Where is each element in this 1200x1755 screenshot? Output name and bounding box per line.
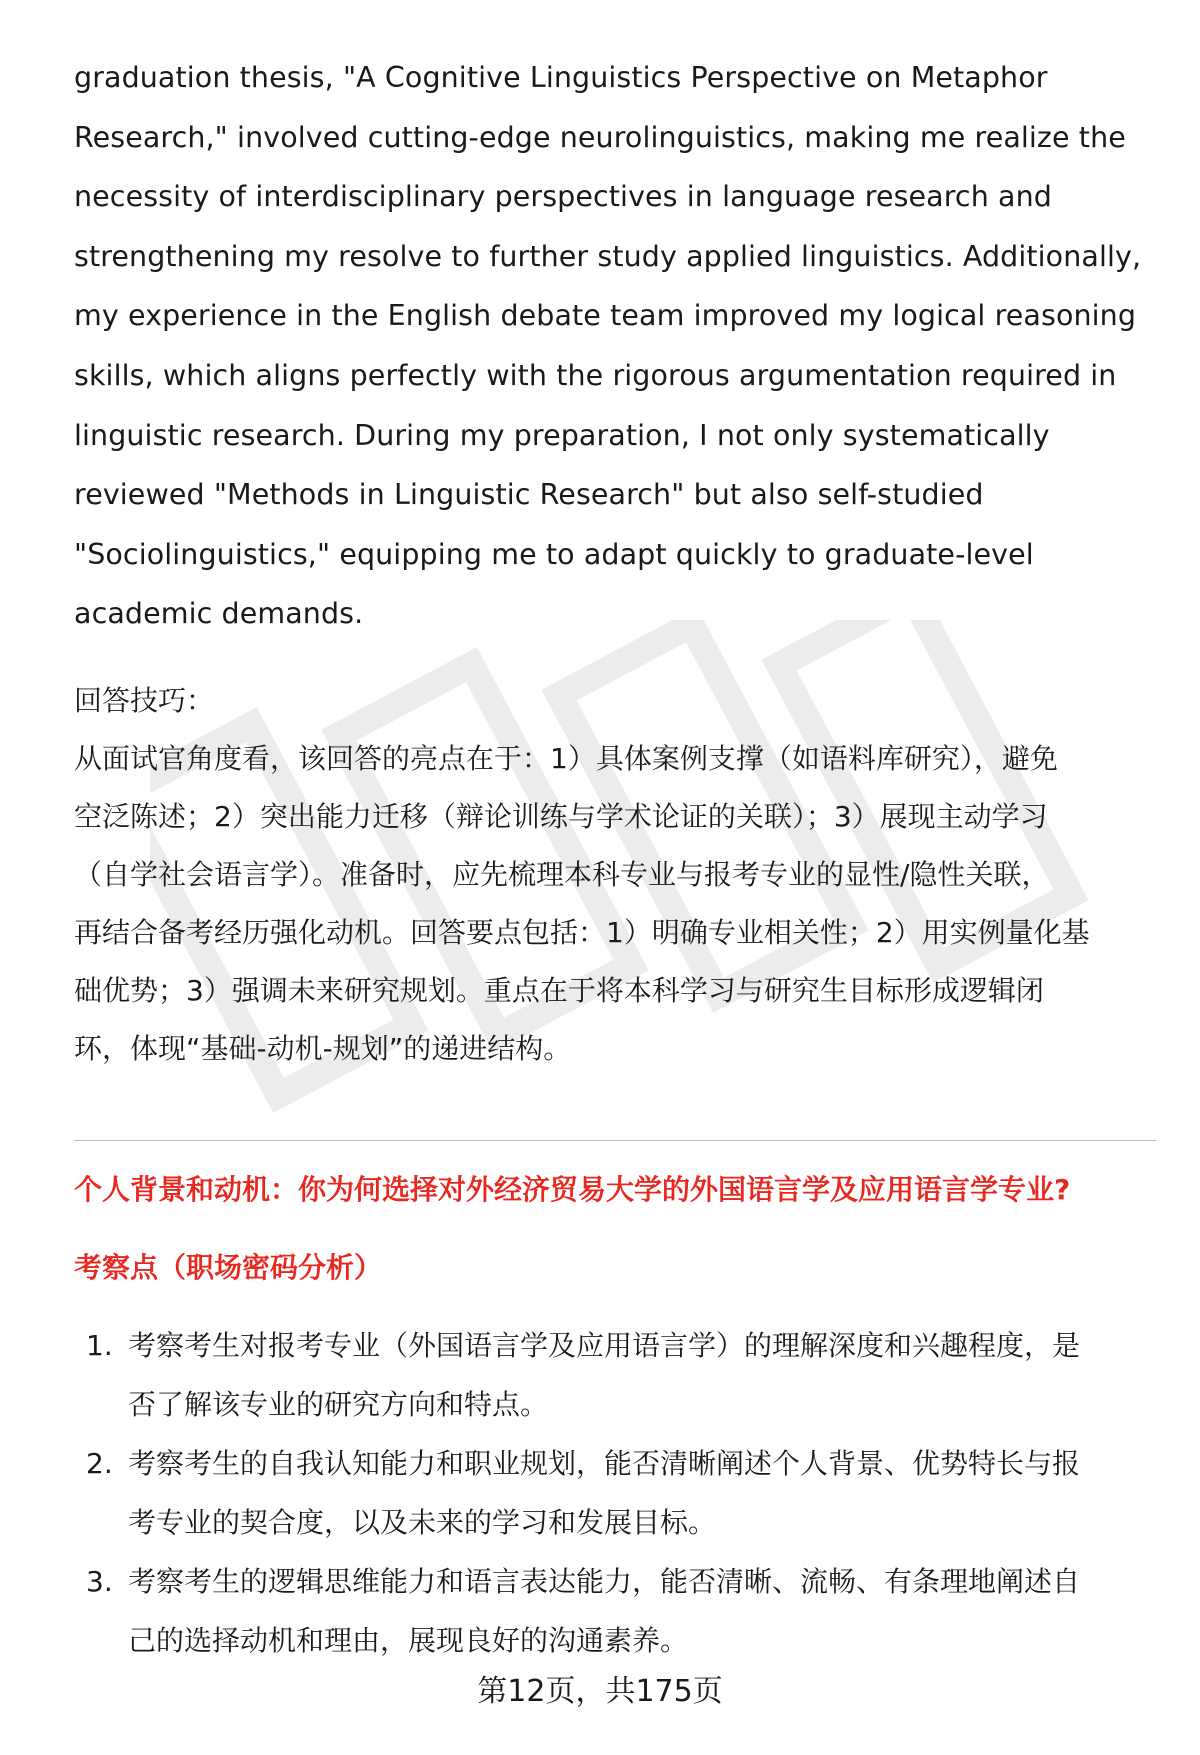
- tips-line: （自学社会语言学）。准备时，应先梳理本科专业与报考专业的显性/隐性关联，: [74, 857, 1050, 891]
- list-item-line: 考察考生对报考专业（外国语言学及应用语言学）的理解深度和兴趣程度，是: [128, 1329, 1081, 1362]
- paragraph-line: reviewed "Methods in Linguistic Research" but also self-studied: [74, 478, 984, 512]
- list-item-line: 考专业的契合度，以及未来的学习和发展目标。: [128, 1506, 717, 1539]
- list-item-line: 考察考生的逻辑思维能力和语言表达能力，能否清晰、流畅、有条理地阐述自: [128, 1565, 1081, 1598]
- tips-line: 空泛陈述；2）突出能力迁移（辩论训练与学术论证的关联）；3）展现主动学习: [74, 799, 1048, 833]
- question-title: 个人背景和动机：你为何选择对外经济贸易大学的外国语言学及应用语言学专业?: [74, 1173, 1071, 1206]
- answer-english-paragraph: [74, 48, 1154, 644]
- paragraph-line: linguistic research. During my preparation, I not only systematically: [74, 418, 1050, 452]
- assessment-subheading: 考察点（职场密码分析）: [74, 1251, 383, 1284]
- list-item-number: 3.: [86, 1565, 113, 1598]
- paragraph-line: strengthening my resolve to further study applied linguistics. Additionally,: [74, 239, 1142, 273]
- answer-tips-section: [74, 672, 1154, 1078]
- tips-line: 环，体现“基础-动机-规划”的递进结构。: [74, 1031, 572, 1065]
- paragraph-line: my experience in the English debate team improved my logical reasoning: [74, 299, 1137, 333]
- paragraph-line: graduation thesis, "A Cognitive Linguistics Perspective on Metaphor: [74, 61, 1048, 94]
- assessment-points-list: [74, 1316, 1164, 1670]
- list-item-line: 考察考生的自我认知能力和职业规划，能否清晰阐述个人背景、优势特长与报: [128, 1447, 1081, 1480]
- list-item: [74, 1316, 1164, 1434]
- paragraph-line: academic demands.: [74, 597, 364, 631]
- tips-line: 从面试官角度看，该回答的亮点在于：1）具体案例支撑（如语料库研究），避免: [74, 741, 1058, 775]
- paragraph-line: "Sociolinguistics," equipping me to adapt quickly to graduate-level: [74, 537, 1034, 571]
- list-item: [74, 1552, 1164, 1670]
- section-divider: [74, 1140, 1156, 1141]
- list-item-number: 2.: [86, 1447, 113, 1480]
- tips-line: 再结合备考经历强化动机。回答要点包括：1）明确专业相关性；2）用实例量化基: [74, 915, 1090, 949]
- list-item-line: 己的选择动机和理由，展现良好的沟通素养。: [128, 1624, 689, 1657]
- tips-line: 础优势；3）强调未来研究规划。重点在于将本科学习与研究生目标形成逻辑闭: [74, 973, 1044, 1007]
- list-item: [74, 1434, 1164, 1552]
- paragraph-line: necessity of interdisciplinary perspectives in language research and: [74, 180, 1052, 214]
- tips-heading: 回答技巧：: [74, 683, 215, 717]
- list-item-line: 否了解该专业的研究方向和特点。: [128, 1388, 549, 1421]
- main-content: [74, 48, 1154, 1078]
- paragraph-line: skills, which aligns perfectly with the rigorous argumentation required in: [74, 358, 1117, 392]
- page-number-footer: 第12页，共175页: [477, 1674, 723, 1709]
- list-item-number: 1.: [86, 1329, 113, 1362]
- paragraph-line: Research," involved cutting-edge neurolinguistics, making me realize the: [74, 120, 1126, 154]
